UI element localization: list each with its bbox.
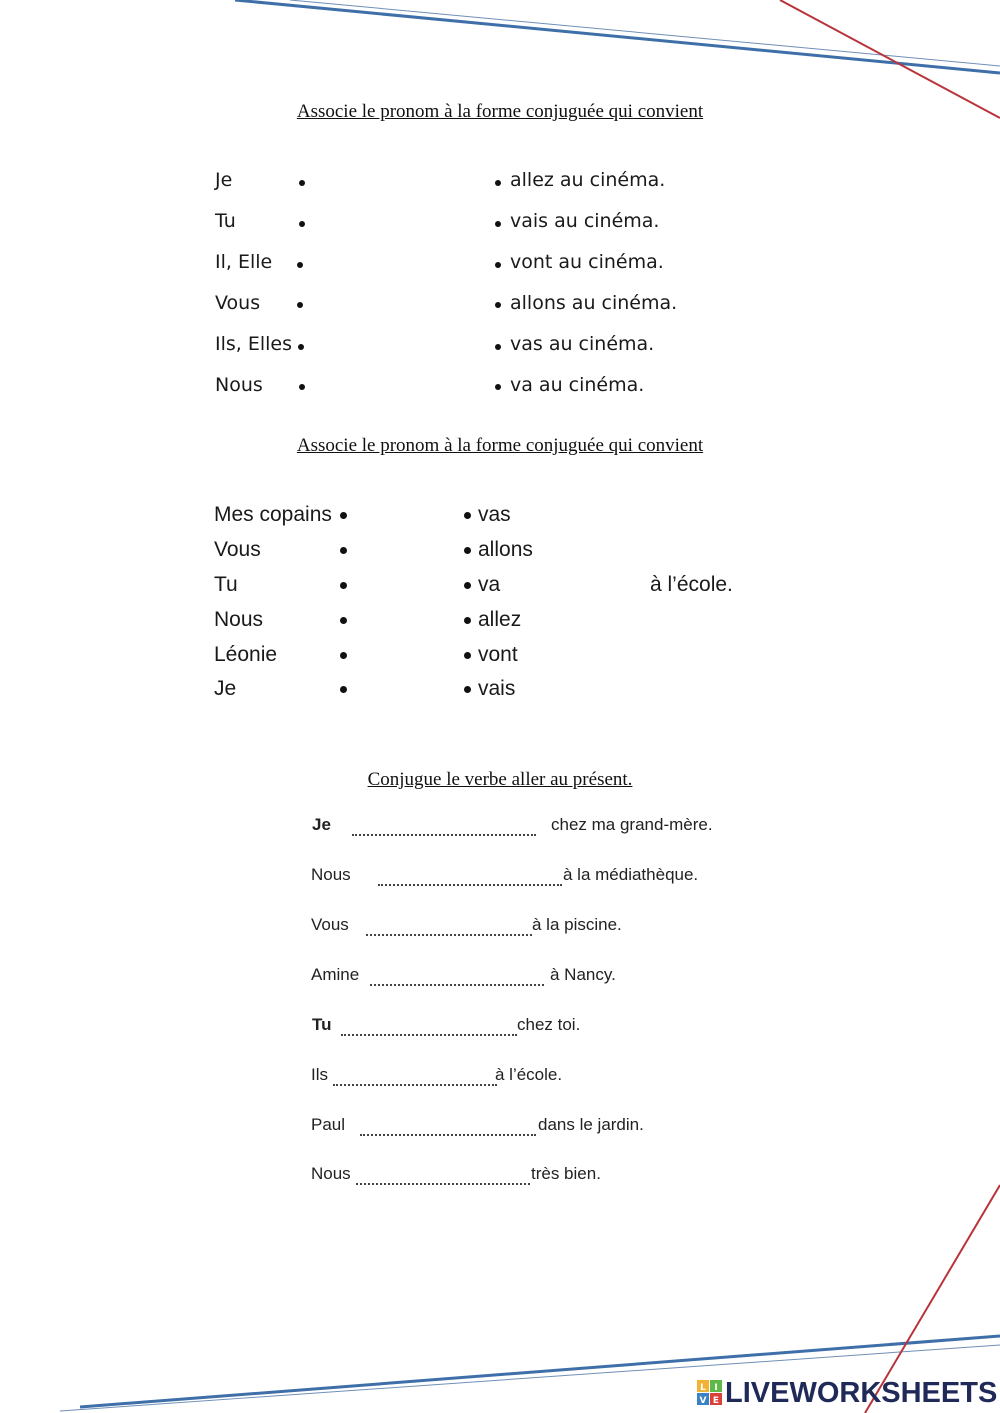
- s3-answer-input[interactable]: [366, 912, 532, 936]
- s3-complement: dans le jardin.: [538, 1115, 644, 1134]
- s2-verb: allons: [478, 538, 533, 561]
- s2-right-dot[interactable]: [464, 652, 471, 659]
- top-blue-line: [235, 0, 1000, 73]
- s2-left-dot[interactable]: [340, 582, 347, 589]
- s2-verb: va: [478, 573, 501, 596]
- s2-subject: Léonie: [214, 643, 278, 666]
- s1-pronoun: Nous: [215, 374, 263, 396]
- s2-left-dot[interactable]: [340, 686, 347, 693]
- s1-ending: allez au cinéma.: [510, 169, 666, 191]
- s1-pronoun: Il, Elle: [215, 251, 273, 273]
- s3-subject: Vous: [311, 915, 349, 934]
- s1-left-dot[interactable]: [299, 384, 305, 390]
- s1-ending: allons au cinéma.: [510, 292, 678, 314]
- liveworksheets-logo: [697, 1376, 997, 1410]
- logo-tile-letter: V: [699, 1396, 707, 1406]
- section3-title: Conjugue le verbe aller au présent.: [367, 769, 633, 790]
- s2-right-dot[interactable]: [464, 547, 471, 554]
- s1-pronoun: Tu: [215, 210, 236, 232]
- s3-complement: à la piscine.: [532, 915, 622, 934]
- s1-ending: vont au cinéma.: [510, 251, 664, 273]
- top-blue-line-thin: [290, 0, 1000, 66]
- s1-pronoun: Je: [215, 169, 233, 191]
- s3-complement: à la médiathèque.: [563, 865, 699, 884]
- s1-pronoun: Ils, Elles: [215, 333, 293, 355]
- s1-pronoun: Vous: [215, 292, 261, 314]
- logo-tile-letter: I: [714, 1383, 718, 1393]
- s3-answer-input[interactable]: [370, 962, 544, 986]
- liveworksheets-logo-text: LIVEWORKSHEETS: [725, 1376, 998, 1409]
- s2-subject: Je: [214, 677, 237, 700]
- s1-right-dot[interactable]: [495, 180, 501, 186]
- s3-answer-input[interactable]: [341, 1012, 517, 1036]
- s1-right-dot[interactable]: [495, 221, 501, 227]
- s1-left-dot[interactable]: [299, 221, 305, 227]
- section2-title: Associe le pronom à la forme conjuguée qui convient: [296, 435, 704, 456]
- s1-left-dot[interactable]: [299, 180, 305, 186]
- s2-subject: Mes copains: [214, 503, 332, 526]
- s3-complement: chez ma grand-mère.: [551, 815, 713, 834]
- s1-ending: vas au cinéma.: [510, 333, 655, 355]
- s2-verb: allez: [478, 608, 522, 631]
- logo-tile-letter: E: [712, 1396, 720, 1406]
- s1-ending: vais au cinéma.: [510, 210, 660, 232]
- s2-left-dot[interactable]: [340, 512, 347, 519]
- s3-answer-input[interactable]: [333, 1062, 497, 1086]
- s3-subject: Ils: [311, 1065, 328, 1084]
- s1-right-dot[interactable]: [495, 384, 501, 390]
- s2-right-dot[interactable]: [464, 617, 471, 624]
- s3-subject: Nous: [311, 865, 351, 884]
- s2-right-dot[interactable]: [464, 686, 471, 693]
- s1-ending: va au cinéma.: [510, 374, 645, 396]
- s3-answer-input[interactable]: [352, 812, 536, 836]
- s2-left-dot[interactable]: [340, 652, 347, 659]
- s1-right-dot[interactable]: [495, 344, 501, 350]
- s2-right-dot[interactable]: [464, 512, 471, 519]
- s3-answer-input[interactable]: [360, 1112, 536, 1136]
- logo-tile-letter: L: [700, 1383, 706, 1393]
- s3-subject: Nous: [311, 1164, 351, 1183]
- s2-subject: Vous: [214, 538, 261, 561]
- s3-answer-input[interactable]: [356, 1161, 530, 1185]
- s3-subject: Amine: [311, 965, 360, 984]
- s2-left-dot[interactable]: [340, 617, 347, 624]
- s3-complement: chez toi.: [517, 1015, 581, 1034]
- s1-left-dot[interactable]: [297, 302, 303, 308]
- s2-verb: vont: [478, 643, 518, 666]
- s2-verb: vais: [478, 677, 516, 700]
- s2-subject: Tu: [214, 573, 238, 596]
- s1-left-dot[interactable]: [298, 344, 304, 350]
- s1-left-dot[interactable]: [297, 262, 303, 268]
- s3-subject: Tu: [312, 1015, 332, 1034]
- s3-subject: Paul: [311, 1115, 346, 1134]
- s2-left-dot[interactable]: [340, 547, 347, 554]
- s3-complement: à l’école.: [495, 1065, 563, 1084]
- section1-title: Associe le pronom à la forme conjuguée qui convient: [296, 101, 704, 122]
- s3-complement: à Nancy.: [550, 965, 616, 984]
- s3-complement: très bien.: [531, 1164, 601, 1183]
- s2-suffix: à l’école.: [650, 573, 733, 596]
- s1-right-dot[interactable]: [495, 262, 501, 268]
- s2-verb: vas: [478, 503, 511, 526]
- s2-subject: Nous: [214, 608, 264, 631]
- s3-answer-input[interactable]: [378, 862, 562, 886]
- s1-right-dot[interactable]: [495, 302, 501, 308]
- s2-right-dot[interactable]: [464, 582, 471, 589]
- liveworksheets-logo-icon: [697, 1380, 723, 1406]
- s3-subject: Je: [312, 815, 331, 834]
